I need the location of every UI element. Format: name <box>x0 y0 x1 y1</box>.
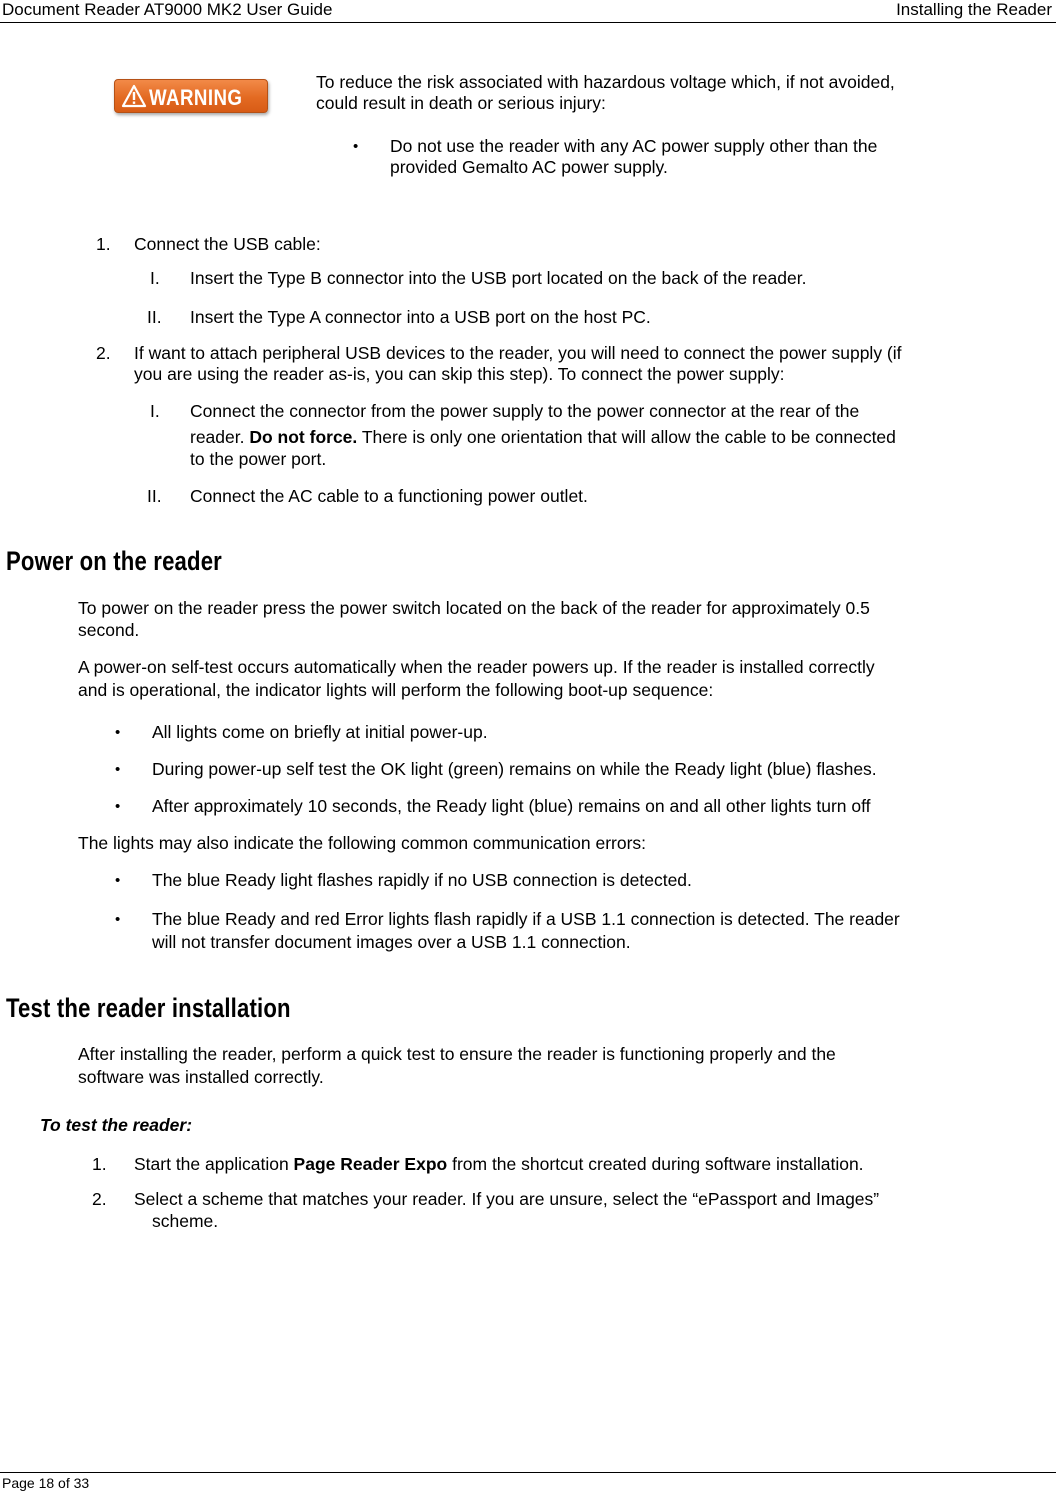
page-number: Page 18 of 33 <box>2 1475 90 1491</box>
test-step-2-line-2: scheme. <box>152 1211 219 1231</box>
error-bullet-2-line-2: will not transfer document images over a USB 1.1 connection. <box>152 932 631 952</box>
power-bullet-2: During power-up self test the OK light (green) remains on while the Ready light (blue) flashes. <box>152 759 877 779</box>
do-not-force-emphasis: Do not force. <box>249 427 358 447</box>
step-1-i-number: I. <box>150 268 160 288</box>
page-footer <box>0 1472 1056 1491</box>
step-1-ii-number: II. <box>147 307 162 327</box>
test-heading: Test the reader installation <box>6 993 291 1023</box>
test-step-2-number: 2. <box>92 1189 107 1209</box>
warning-text-line-2: could result in death or serious injury: <box>316 93 606 113</box>
document-title: Document Reader AT9000 MK2 User Guide <box>2 0 333 19</box>
step-1-i-text: Insert the Type B connector into the USB port located on the back of the reader. <box>190 268 807 288</box>
test-step-1-number: 1. <box>92 1154 107 1174</box>
section-title: Installing the Reader <box>896 0 1052 19</box>
step-1-ii-text: Insert the Type A connector into a USB port on the host PC. <box>190 307 651 327</box>
page-header <box>0 0 1056 23</box>
step-2-ii-text: Connect the AC cable to a functioning power outlet. <box>190 486 588 506</box>
warning-bullet-line-2: provided Gemalto AC power supply. <box>390 157 668 177</box>
test-p1-line-2: software was installed correctly. <box>78 1067 324 1087</box>
bullet-icon: • <box>353 138 359 155</box>
step-2-i-line-2-end: There is only one orientation that will allow the cable to be connected <box>357 427 896 447</box>
power-bullet-1: All lights come on briefly at initial power-up. <box>152 722 488 742</box>
page-reader-expo-name: Page Reader Expo <box>293 1154 448 1174</box>
test-p1-line-1: After installing the reader, perform a quick test to ensure the reader is functioning properly and the <box>78 1044 836 1064</box>
bullet-icon: • <box>115 798 121 815</box>
step-2-i-line-2-start: reader. <box>190 427 250 447</box>
test-step-1-start: Start the application <box>134 1154 294 1174</box>
warning-text-line-1: To reduce the risk associated with hazardous voltage which, if not avoided, <box>316 72 895 92</box>
step-2-text-line-2: you are using the reader as-is, you can skip this step). To connect the power supply: <box>134 364 785 384</box>
error-bullet-2-line-1: The blue Ready and red Error lights flash rapidly if a USB 1.1 connection is detected. The reader <box>152 909 900 929</box>
power-p1-line-2: second. <box>78 620 140 640</box>
warning-triangle-icon <box>121 84 147 108</box>
power-p2-line-1: A power-on self-test occurs automatically when the reader powers up. If the reader is installed correctly <box>78 657 875 677</box>
step-2-text-line-1: If want to attach peripheral USB devices to the reader, you will need to connect the power supply (if <box>134 343 902 363</box>
test-step-1-end: from the shortcut created during software installation. <box>447 1154 864 1174</box>
bullet-icon: • <box>115 911 121 928</box>
error-bullet-1: The blue Ready light flashes rapidly if no USB connection is detected. <box>152 870 692 890</box>
test-step-2-line-1: Select a scheme that matches your reader. If you are unsure, select the “ePassport and Images” <box>134 1189 880 1209</box>
warning-badge <box>114 79 268 113</box>
bullet-icon: • <box>115 872 121 889</box>
warning-bullet-line-1: Do not use the reader with any AC power supply other than the <box>390 136 878 156</box>
test-subheading: To test the reader: <box>40 1115 193 1135</box>
power-p3: The lights may also indicate the following common communication errors: <box>78 833 647 853</box>
step-2-i-line-3: to the power port. <box>190 449 327 469</box>
power-p1-line-1: To power on the reader press the power switch located on the back of the reader for approximately 0.5 <box>78 598 870 618</box>
step-2-i-line-1: Connect the connector from the power supply to the power connector at the rear of the <box>190 401 860 421</box>
test-step-1-text <box>134 1154 864 1175</box>
step-2-i-number: I. <box>150 401 160 421</box>
step-1-text: Connect the USB cable: <box>134 234 321 254</box>
step-2-ii-number: II. <box>147 486 162 506</box>
bullet-icon: • <box>115 724 121 741</box>
power-bullet-3: After approximately 10 seconds, the Ready light (blue) remains on and all other lights turn off <box>152 796 871 816</box>
step-1-number: 1. <box>96 234 111 254</box>
warning-label: WARNING <box>149 85 243 110</box>
step-2-i-line-2 <box>190 427 896 448</box>
step-2-number: 2. <box>96 343 111 363</box>
bullet-icon: • <box>115 761 121 778</box>
power-on-heading: Power on the reader <box>6 546 222 576</box>
power-p2-line-2: and is operational, the indicator lights will perform the following boot-up sequence: <box>78 680 714 700</box>
